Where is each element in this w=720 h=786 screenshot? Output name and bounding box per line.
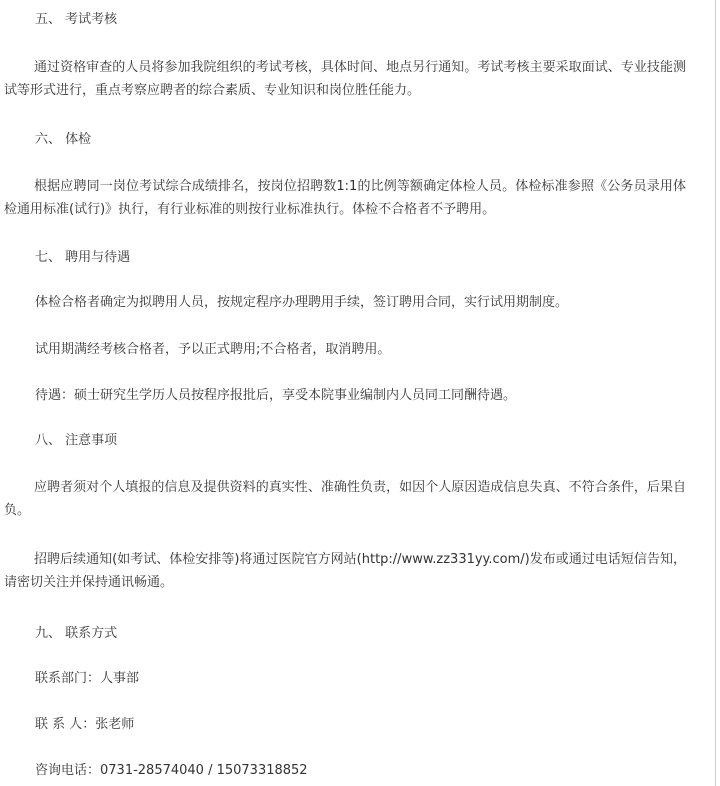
section-heading-hiring: 七、 聘用与待遇 <box>35 250 131 265</box>
contact-department: 联系部门：人事部 <box>35 671 140 686</box>
paragraph-hiring-probation: 试用期满经考核合格者，予以正式聘用;不合格者，取消聘用。 <box>35 342 391 357</box>
paragraph-notes-notification: 招聘后续通知(如考试、体检安排等)将通过医院官方网站(http://www.zz331yy.com/)发布或通过电话短信告知，请密切关注并保持通讯畅通。 <box>4 552 686 590</box>
contact-phone: 咨询电话：0731-28574040 / 15073318852 <box>35 763 308 778</box>
paragraph-exam: 通过资格审查的人员将参加我院组织的考试考核，具体时间、地点另行通知。考试考核主要采取面试、专业技能测试等形式进行，重点考察应聘者的综合素质、专业知识和岗位胜任能力。 <box>4 60 686 98</box>
contact-person: 联 系 人：张老师 <box>35 717 135 732</box>
section-heading-notes: 八、 注意事项 <box>35 433 118 448</box>
paragraph-physical: 根据应聘同一岗位考试综合成绩排名，按岗位招聘数1:1的比例等额确定体检人员。体检标准参照《公务员录用体检通用标准(试行)》执行，有行业标准的则按行业标准执行。体检不合格者不予聘用。 <box>4 179 686 217</box>
section-heading-contact: 九、 联系方式 <box>35 626 118 641</box>
section-heading-exam: 五、 考试考核 <box>35 12 118 27</box>
paragraph-notes-responsibility: 应聘者须对个人填报的信息及提供资料的真实性、准确性负责，如因个人原因造成信息失真、不符合条件，后果自负。 <box>4 480 686 518</box>
paragraph-hiring-confirm: 体检合格者确定为拟聘用人员，按规定程序办理聘用手续，签订聘用合同，实行试用期制度。 <box>35 295 569 310</box>
section-heading-physical: 六、 体检 <box>35 132 92 147</box>
paragraph-hiring-treatment: 待遇：硕士研究生学历人员按程序报批后，享受本院事业编制内人员同工同酬待遇。 <box>35 388 517 403</box>
